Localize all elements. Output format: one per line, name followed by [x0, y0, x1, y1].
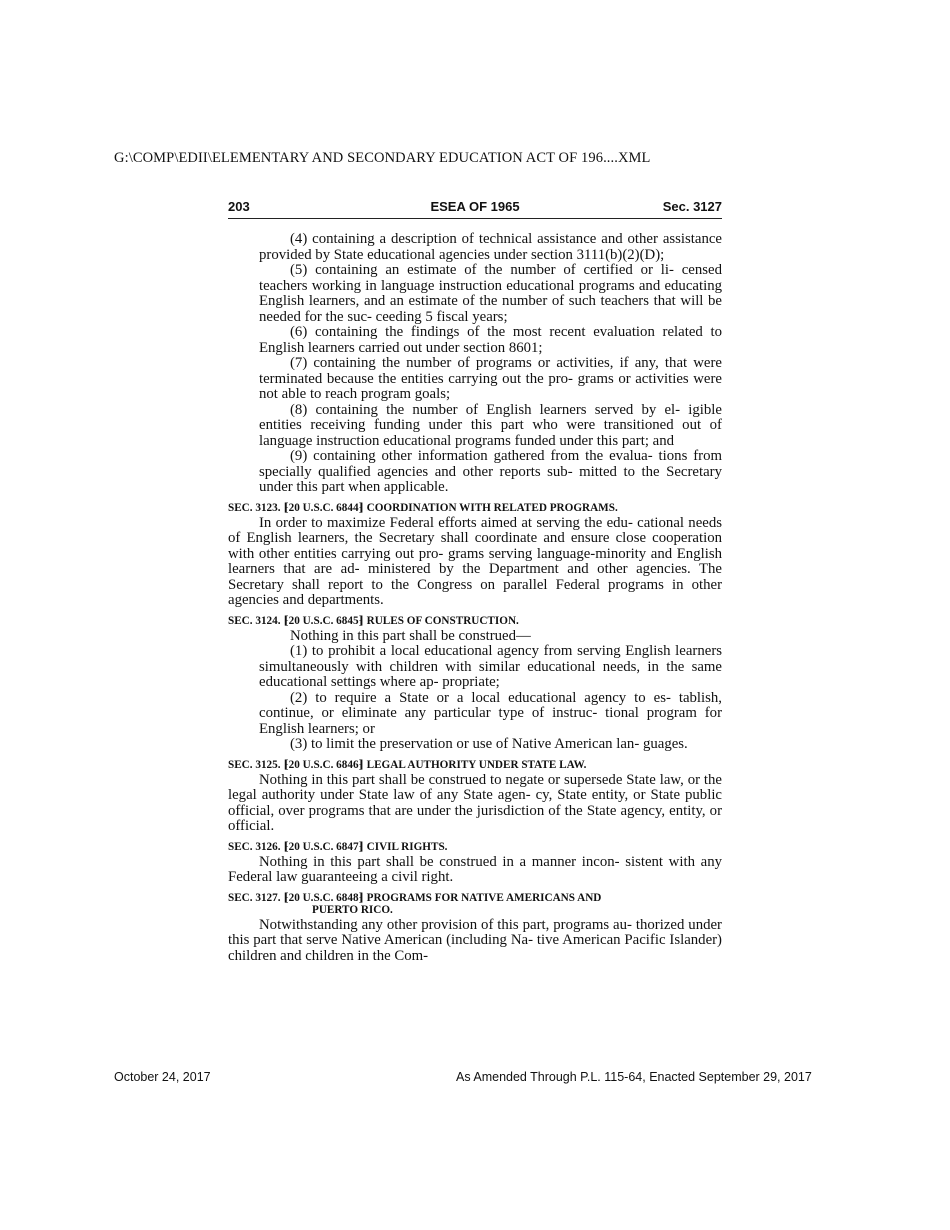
section-intro-3124: Nothing in this part shall be construed—: [290, 627, 531, 644]
section-heading-3127-line1: SEC. 3127. ⁅20 U.S.C. 6848⁆ PROGRAMS FOR NATIVE AMERICANS AND: [228, 891, 602, 904]
list-item: (2) to require a State or a local educational agency to es- tablish, continue, or eliminate any particular type of instruc- tional program for English learners; or: [259, 689, 722, 737]
list-item: (6) containing the findings of the most recent evaluation related to English learners carried out under section 8601;: [259, 324, 722, 356]
list-item: (8) containing the number of English learners served by el- igible entities receiving funding under this part who were transitioned out of language instruction educational programs funded under this part; and: [259, 401, 722, 449]
list-item: (4) containing a description of technical assistance and other assistance provided by State educational agencies under section 3111(b)(2)(D);: [259, 231, 722, 263]
section-heading-3124: SEC. 3124. ⁅20 U.S.C. 6845⁆ RULES OF CONSTRUCTION.: [228, 614, 519, 627]
section-heading-3125: SEC. 3125. ⁅20 U.S.C. 6846⁆ LEGAL AUTHORITY UNDER STATE LAW.: [228, 758, 587, 771]
list-item: (7) containing the number of programs or activities, if any, that were terminated because the entities carrying out the pro- grams or activities were not able to reach program goals;: [259, 355, 722, 402]
document-body: [228, 232, 722, 964]
footer-date: October 24, 2017: [114, 1070, 211, 1084]
list-item: (5) containing an estimate of the number of certified or li- censed teachers working in language instruction educational programs and educating English learners, and an estimate of the number of such teachers that will be needed for the suc- ceeding 5 fiscal years;: [259, 262, 722, 325]
section-heading-3123: SEC. 3123. ⁅20 U.S.C. 6844⁆ COORDINATION WITH RELATED PROGRAMS.: [228, 501, 618, 514]
list-item: (3) to limit the preservation or use of Native American lan- guages.: [290, 736, 688, 752]
section-label: Sec. 3127: [662, 199, 722, 214]
section-text-3123: In order to maximize Federal efforts aimed at serving the edu- cational needs of English learners, the Secretary shall coordinate and ensure close cooperation with other entities carrying out pro- grams serving language-minority and English learners that are ad- ministered by the Department and other agencies. The Secretary shall report to the Congress on parallel Federal programs in other agencies and departments.: [228, 514, 722, 608]
running-header: [228, 198, 722, 219]
list-item: (1) to prohibit a local educational agency from serving English learners simultaneously with children with similar educational needs, in the same educational settings where ap- propriate;: [259, 643, 722, 690]
section-text-3126: Nothing in this part shall be construed in a manner incon- sistent with any Federal law guaranteeing a civil right.: [228, 853, 722, 885]
act-title: ESEA OF 1965: [430, 199, 520, 214]
section-text-3125: Nothing in this part shall be construed to negate or supersede State law, or the legal authority under State law of any State agen- cy, State entity, or State public official, over programs that are under the jurisdiction of the State agency, entity, or official.: [228, 771, 722, 834]
page-number: 203: [228, 199, 250, 214]
footer-amended: As Amended Through P.L. 115-64, Enacted September 29, 2017: [456, 1070, 812, 1084]
section-heading-3127-line2: PUERTO RICO.: [312, 903, 393, 916]
section-text-3127: Notwithstanding any other provision of this part, programs au- thorized under this part that serve Native American (including Na- tive American Pacific Islander) children and children in the Com-: [228, 916, 722, 964]
list-item: (9) containing other information gathered from the evalua- tions from specially qualified agencies and other reports sub- mitted to the Secretary under this part when applicable.: [259, 448, 722, 495]
section-heading-3126: SEC. 3126. ⁅20 U.S.C. 6847⁆ CIVIL RIGHTS.: [228, 840, 448, 853]
section-heading-3127: [228, 892, 722, 916]
file-path: G:\COMP\EDII\ELEMENTARY AND SECONDARY EDUCATION ACT OF 196....XML: [114, 150, 651, 166]
